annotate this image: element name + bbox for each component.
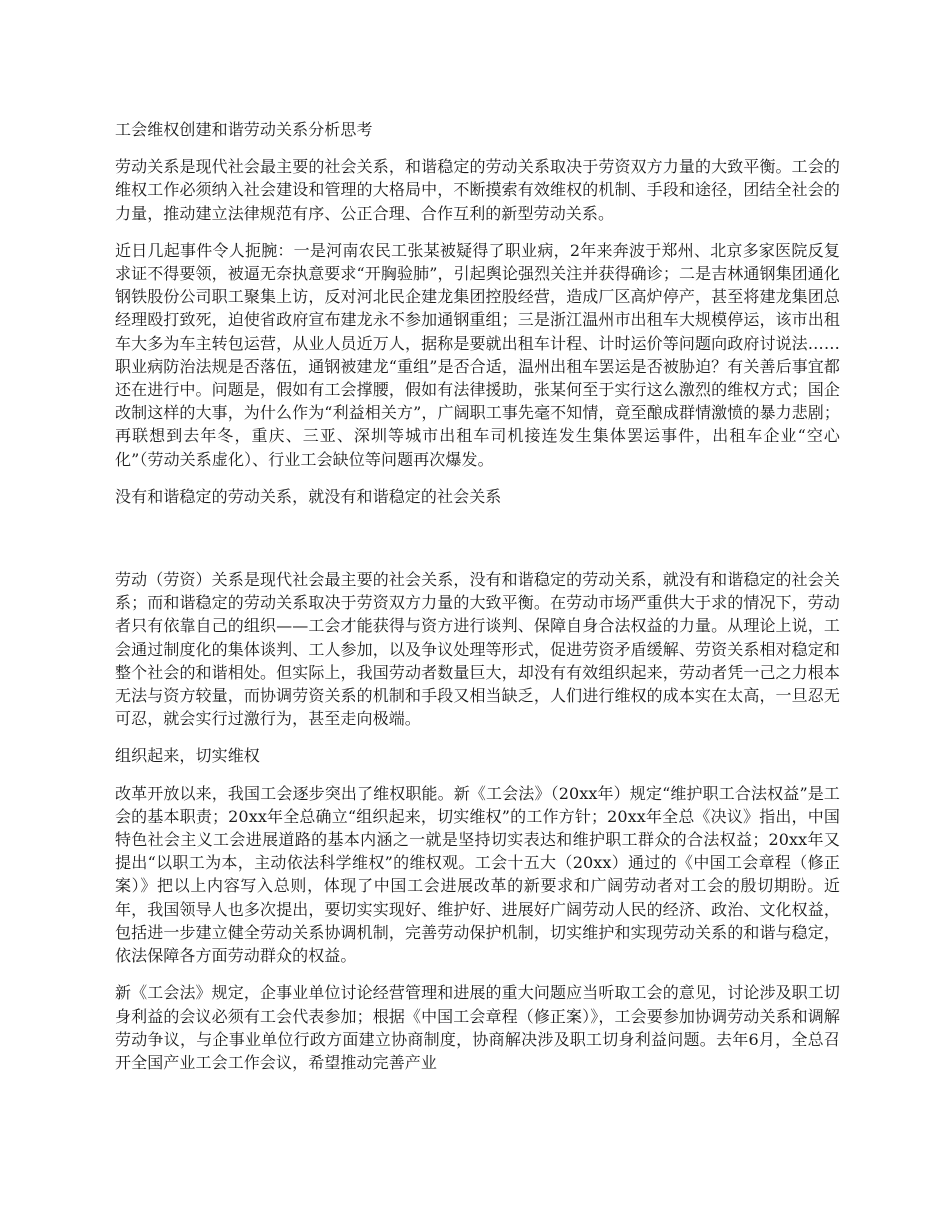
document-page: [115, 118, 840, 1088]
paragraph-labor-relations: 劳动（劳资）关系是现代社会最主要的社会关系，没有和谐稳定的劳动关系，就没有和谐稳定的社会关系；而和谐稳定的劳动关系取决于劳资双方力量的大致平衡。在劳动市场严重供大于求的情况下，劳动者只有依靠自己的组织——工会才能获得与资方进行谈判、保障自身合法权益的力量。从理论上说，工会通过制度化的集体谈判、工人参加，以及争议处理等形式，促进劳资矛盾缓解、劳资关系相对稳定和整个社会的和谐相处。但实际上，我国劳动者数量巨大，却没有有效组织起来，劳动者凭一己之力根本无法与资方较量，而协调劳资关系的机制和手段又相当缺乏，人们进行维权的成本实在太高，一旦忍无可忍，就会实行过激行为，甚至走向极端。: [115, 570, 840, 729]
section-heading-organize: 组织起来，切实维权: [115, 746, 260, 766]
paragraph-intro: 劳动关系是现代社会最主要的社会关系，和谐稳定的劳动关系取决于劳资双方力量的大致平衡。工会的维权工作必须纳入社会建设和管理的大格局中，不断摸索有效维权的机制、手段和途径，团结全社会的力量，推动建立法律规范有序、公正合理、合作互利的新型劳动关系。: [115, 157, 840, 223]
document-title: 工会维权创建和谐劳动关系分析思考: [115, 120, 373, 139]
paragraph-union-law: 新《工会法》规定，企事业单位讨论经营管理和进展的重大问题应当听取工会的意见，讨论涉及职工切身利益的会议必须有工会代表参加；根据《中国工会章程（修正案）》，工会要参加协调劳动关系和调解劳动争议，与企事业单位行政方面建立协商制度，协商解决涉及职工切身利益问题。去年6月，全总召开全国产业工会工作会议，希望推动完善产业: [115, 983, 840, 1072]
paragraph-reform: 改革开放以来，我国工会逐步突出了维权职能。新《工会法》（20xx年）规定“维护职工合法权益”是工会的基本职责；20xx年全总确立“组织起来，切实维权”的工作方针；20xx年全总《决议》指出，中国特色社会主义工会进展道路的基本内涵之一就是坚持切实表达和维护职工群众的合法权益；20xx年又提出“以职工为本，主动依法科学维权”的维权观。工会十五大（20xx）通过的《中国工会章程（修正案）》把以上内容写入总则，体现了中国工会进展改革的新要求和广阔劳动者对工会的殷切期盼。近年，我国领导人也多次提出，要切实实现好、维护好、进展好广阔劳动人民的经济、政治、文化权益，包括进一步建立健全劳动关系协调机制，完善劳动保护机制，切实维护和实现劳动关系的和谐与稳定，依法保障各方面劳动群众的权益。: [115, 783, 840, 966]
section-heading-harmony: 没有和谐稳定的劳动关系，就没有和谐稳定的社会关系: [115, 486, 502, 506]
paragraph-events: 近日几起事件令人扼腕：一是河南农民工张某被疑得了职业病，2年来奔波于郑州、北京多家医院反复求证不得要领，被逼无奈执意要求“开胸验肺”，引起舆论强烈关注并获得确诊；二是吉林通钢集团通化钢铁股份公司职工聚集上访，反对河北民企建龙集团控股经营，造成厂区高炉停产，甚至将建龙集团总经理殴打致死，迫使省政府宣布建龙永不参加通钢重组；三是浙江温州市出租车大规模停运，该市出租车大多为车主转包运营，从业人员近万人，据称是要就出租车计程、计时运价等问题向政府讨说法……职业病防治法规是否落伍，通钢被建龙“重组”是否合适，温州出租车罢运是否被胁迫？有关善后事宜都还在进行中。问题是，假如有工会撑腰，假如有法律援助，张某何至于实行这么激烈的维权方式；国企改制这样的大事，为什么作为“利益相关方”，广阔职工事先毫不知情，竟至酿成群情激愤的暴力悲剧；再联想到去年冬，重庆、三亚、深圳等城市出租车司机接连发生集体罢运事件，出租车企业“空心化”（劳动关系虚化）、行业工会缺位等问题再次爆发。: [115, 240, 840, 469]
